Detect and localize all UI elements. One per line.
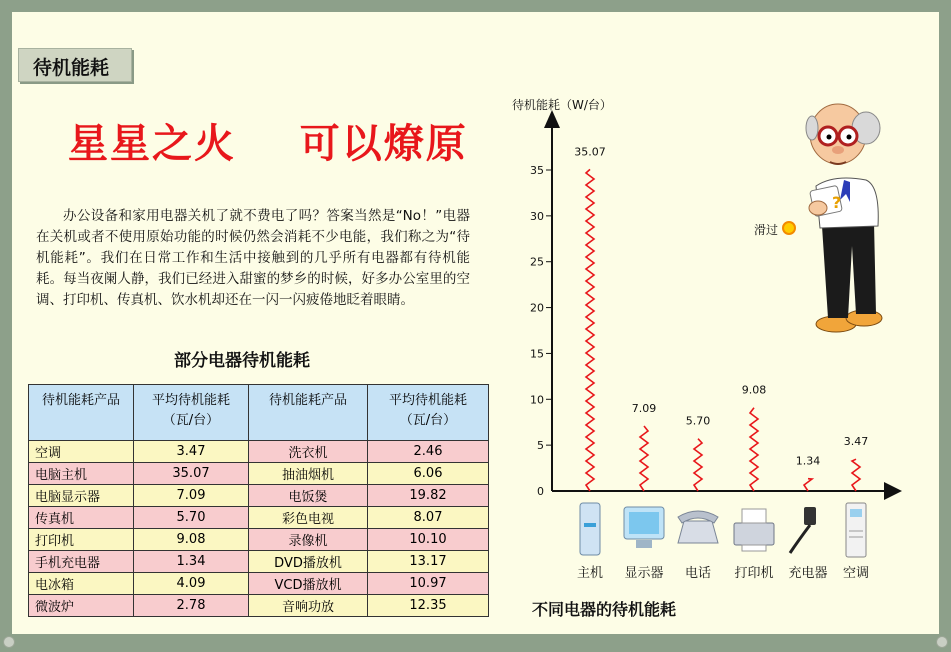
y-tick-label: 10 bbox=[530, 393, 544, 407]
section-tab-label: 待机能耗 bbox=[33, 57, 110, 79]
page-corner-left bbox=[3, 636, 15, 648]
y-tick-label: 30 bbox=[530, 209, 544, 223]
value-cell: 1.34 bbox=[134, 551, 249, 573]
telephone-icon bbox=[678, 511, 718, 543]
product-cell: 电脑主机 bbox=[29, 463, 134, 485]
value-cell: 4.09 bbox=[134, 573, 249, 595]
table-row bbox=[29, 441, 489, 463]
y-tick-label: 35 bbox=[530, 164, 544, 177]
table-header-row bbox=[29, 385, 489, 441]
table-row bbox=[29, 573, 489, 595]
table-row bbox=[29, 551, 489, 573]
product-cell: 传真机 bbox=[29, 507, 134, 529]
bar bbox=[586, 169, 594, 491]
product-cell: 抽油烟机 bbox=[249, 463, 368, 485]
svg-text:?: ? bbox=[832, 193, 842, 212]
chart-title: 不同电器的待机能耗 bbox=[531, 600, 676, 619]
data-label: 5.70 bbox=[685, 414, 711, 428]
x-tick-label: 打印机 bbox=[734, 566, 774, 581]
x-tick-label: 充电器 bbox=[788, 566, 828, 581]
header-avg-1: 平均待机能耗 （瓦/台） bbox=[134, 385, 249, 441]
y-tick-label: 25 bbox=[530, 255, 544, 269]
section-tab bbox=[18, 48, 132, 82]
product-cell: 打印机 bbox=[29, 529, 134, 551]
printer-icon bbox=[734, 509, 774, 551]
value-cell: 35.07 bbox=[134, 463, 249, 485]
product-cell: 彩色电视 bbox=[249, 507, 368, 529]
data-label: 35.07 bbox=[574, 145, 606, 159]
page bbox=[12, 12, 939, 634]
product-cell: 手机充电器 bbox=[29, 551, 134, 573]
bar bbox=[640, 426, 648, 491]
y-tick-label: 0 bbox=[537, 485, 544, 498]
table-row bbox=[29, 463, 489, 485]
y-tick-label: 15 bbox=[530, 347, 544, 361]
product-cell: 空调 bbox=[29, 441, 134, 463]
product-cell: 洗衣机 bbox=[249, 441, 368, 463]
y-axis-label: 待机能耗（W/台） bbox=[512, 98, 612, 112]
value-cell: 5.70 bbox=[134, 507, 249, 529]
x-tick-label: 主机 bbox=[576, 566, 604, 581]
table-row bbox=[29, 507, 489, 529]
hover-hint-label: 滑过 bbox=[754, 223, 779, 237]
y-tick-label: 5 bbox=[537, 439, 544, 453]
x-axis-arrow bbox=[884, 482, 902, 500]
bar bbox=[852, 459, 860, 491]
value-cell: 2.78 bbox=[134, 595, 249, 617]
data-label: 7.09 bbox=[631, 401, 657, 415]
data-label: 3.47 bbox=[843, 435, 869, 449]
table-title: 部分电器待机能耗 bbox=[174, 351, 310, 371]
value-cell: 7.09 bbox=[134, 485, 249, 507]
value-cell: 10.10 bbox=[368, 529, 489, 551]
phone-charger-icon bbox=[790, 507, 816, 553]
product-cell: 电冰箱 bbox=[29, 573, 134, 595]
standby-power-chart bbox=[492, 78, 932, 581]
page-corner-right bbox=[936, 636, 948, 648]
table-row bbox=[29, 529, 489, 551]
product-cell: DVD播放机 bbox=[249, 551, 368, 573]
air-conditioner-icon bbox=[846, 503, 866, 557]
value-cell: 2.46 bbox=[368, 441, 489, 463]
header-avg-2: 平均待机能耗 （瓦/台） bbox=[368, 385, 489, 441]
x-tick-label: 显示器 bbox=[624, 566, 664, 581]
product-cell: 音响功放 bbox=[249, 595, 368, 617]
header-product-1: 待机能耗产品 bbox=[29, 385, 134, 441]
headline: 星星之火 可以燎原 bbox=[68, 120, 468, 167]
value-cell: 13.17 bbox=[368, 551, 489, 573]
table-row bbox=[29, 485, 489, 507]
bar bbox=[804, 479, 812, 491]
value-cell: 9.08 bbox=[134, 529, 249, 551]
header-product-2: 待机能耗产品 bbox=[249, 385, 368, 441]
x-tick-label: 空调 bbox=[842, 566, 870, 581]
standby-power-table bbox=[28, 384, 489, 617]
bar bbox=[694, 439, 702, 491]
y-tick-label: 20 bbox=[530, 301, 544, 315]
product-cell: 电脑显示器 bbox=[29, 485, 134, 507]
value-cell: 10.97 bbox=[368, 573, 489, 595]
product-cell: 电饭煲 bbox=[249, 485, 368, 507]
value-cell: 8.07 bbox=[368, 507, 489, 529]
value-cell: 3.47 bbox=[134, 441, 249, 463]
monitor-icon bbox=[624, 507, 664, 548]
data-label: 9.08 bbox=[741, 383, 767, 397]
product-cell: VCD播放机 bbox=[249, 573, 368, 595]
y-axis-arrow bbox=[544, 110, 560, 128]
product-cell: 微波炉 bbox=[29, 595, 134, 617]
value-cell: 6.06 bbox=[368, 463, 489, 485]
intro-paragraph: 办公设备和家用电器关机了就不费电了吗？答案当然是“No！”电器在关机或者不使用原始功能的时候仍然会消耗不少电能，我们称之为“待机能耗”。我们在日常工作和生活中接触到的几乎所有电器都有待机能耗。每当夜阑人静，我们已经进入甜蜜的梦乡的时候，好多办公室里的空调、打印机、传真机、饮水机却还在一闪一闪疲倦地眨着眼睛。 bbox=[36, 208, 470, 308]
table-row bbox=[29, 595, 489, 617]
bar bbox=[750, 408, 758, 491]
computer-tower-icon bbox=[580, 503, 600, 555]
x-tick-label: 电话 bbox=[684, 566, 712, 581]
product-cell: 录像机 bbox=[249, 529, 368, 551]
data-label: 1.34 bbox=[795, 454, 821, 468]
value-cell: 19.82 bbox=[368, 485, 489, 507]
value-cell: 12.35 bbox=[368, 595, 489, 617]
